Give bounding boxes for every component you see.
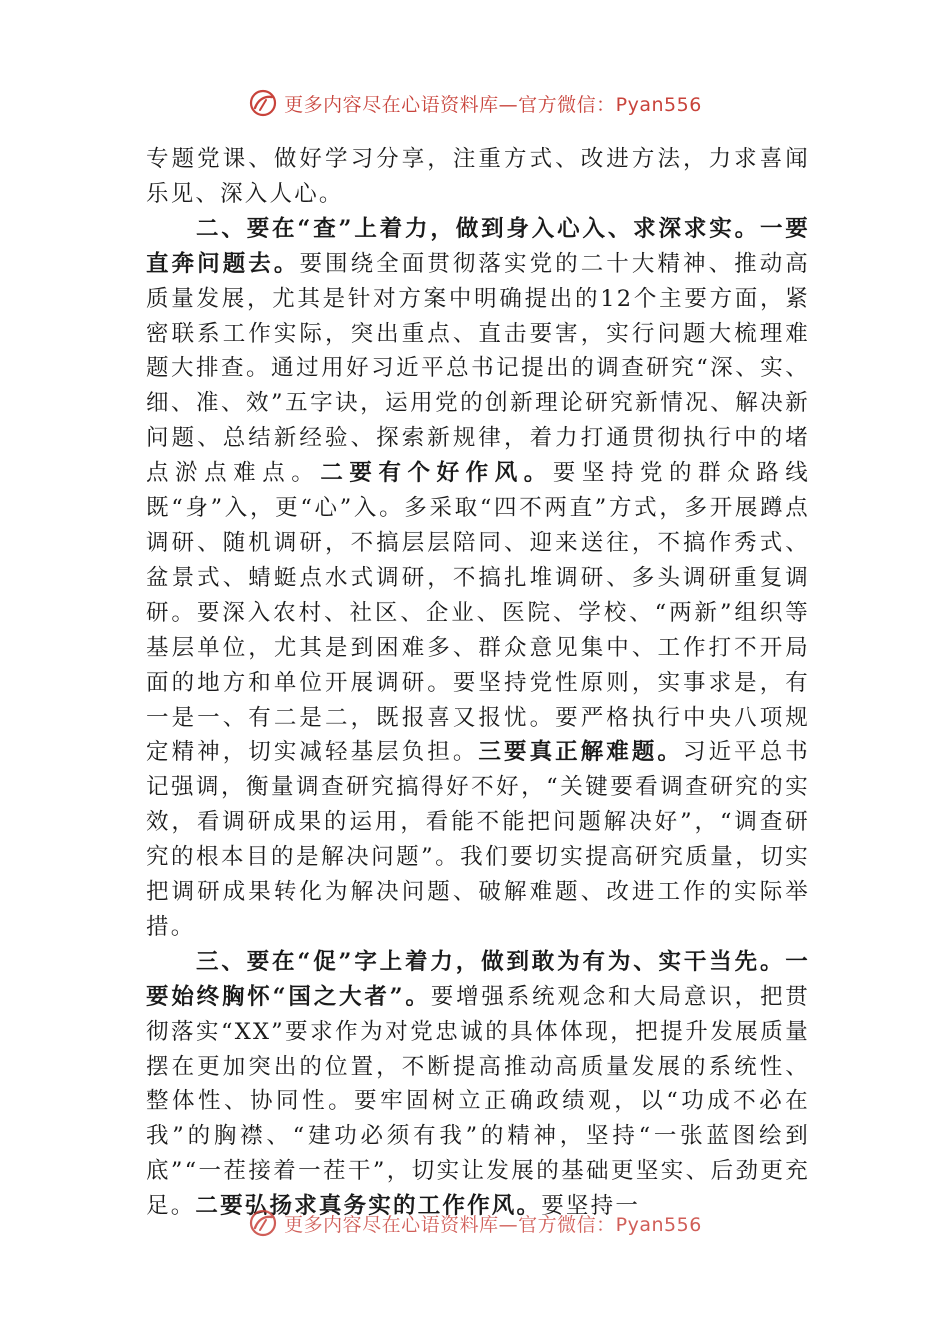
lead-2-3: 三要真正解难题。 bbox=[478, 739, 683, 766]
watermark-text: 更多内容尽在心语资料库—官方微信：Pyan556 bbox=[284, 93, 702, 116]
lead-2-1: 一要直奔问题去。 bbox=[146, 215, 810, 277]
document-body bbox=[146, 142, 810, 1224]
paragraph-2 bbox=[146, 212, 810, 945]
watermark-text: 更多内容尽在心语资料库—官方微信：Pyan556 bbox=[284, 1213, 702, 1236]
body-3-1: 要增强系统观念和大局意识，把贯彻落实“XX”要求作为对党忠诚的具体体现，把提升发展质量摆在更加突出的位置，不断提高推动高质量发展的系统性、整体性、协同性。要牢固树立正确政绩观，以“功成不必在我”的胸襟、“建功必须有我”的精神，坚持“一张蓝图绘到底”“一茬接着一茬干”，切实让发展的基础更坚实、后劲更充足。 bbox=[146, 983, 810, 1220]
paragraph-3 bbox=[146, 945, 810, 1224]
lead-3-1: 一要始终胸怀“国之大者”。 bbox=[146, 948, 810, 1010]
body-3-2: 要坚持一 bbox=[541, 1193, 641, 1220]
watermark-header bbox=[0, 86, 950, 120]
brand-logo-icon bbox=[248, 1208, 278, 1238]
lead-2-2: 二要有个好作风。 bbox=[320, 460, 553, 487]
paragraph-1 bbox=[146, 142, 810, 212]
lead-3-2: 二要弘扬求真务实的工作作风。 bbox=[195, 1193, 542, 1220]
section-heading-2: 二、要在“查”上着力，做到身入心入、求深求实。 bbox=[196, 215, 760, 242]
body-2-1: 要围绕全面贯彻落实党的二十大精神、推动高质量发展，尤其是针对方案中明确提出的12个主要方面，紧密联系工作实际，突出重点、直击要害，实行问题大梳理难题大排查。通过用好习近平总书记提出的调查研究“深、实、细、准、效”五字诀，运用党的创新理论研究新情况、解决新问题、总结新经验、探索新规律，着力打通贯彻执行中的堵点淤点难点。 bbox=[146, 250, 810, 487]
paragraph-1-text: 专题党课、做好学习分享，注重方式、改进方法，力求喜闻乐见、深入人心。 bbox=[146, 146, 810, 207]
body-2-3: 习近平总书记强调，衡量调查研究搞得好不好，“关键要看调查研究的实效，看调研成果的运用，看能不能把问题解决好”，“调查研究的根本目的是解决问题”。我们要切实提高研究质量，切实把调研成果转化为解决问题、破解难题、改进工作的实际举措。 bbox=[146, 739, 810, 940]
section-heading-3: 三、要在“促”字上着力，做到敢为有为、实干当先。 bbox=[196, 948, 786, 975]
watermark-footer bbox=[0, 1206, 950, 1240]
body-2-2: 要坚持党的群众路线既“身”入，更“心”入。多采取“四不两直”方式，多开展蹲点调研、随机调研，不搞层层陪同、迎来送往，不搞作秀式、盆景式、蜻蜓点水式调研，不搞扎堆调研、多头调研重复调研。要深入农村、社区、企业、医院、学校、“两新”组织等基层单位，尤其是到困难多、群众意见集中、工作打不开局面的地方和单位开展调研。要坚持党性原则，实事求是，有一是一、有二是二，既报喜又报忧。要严格执行中央八项规定精神，切实减轻基层负担。 bbox=[146, 460, 810, 766]
brand-logo-icon bbox=[248, 88, 278, 118]
